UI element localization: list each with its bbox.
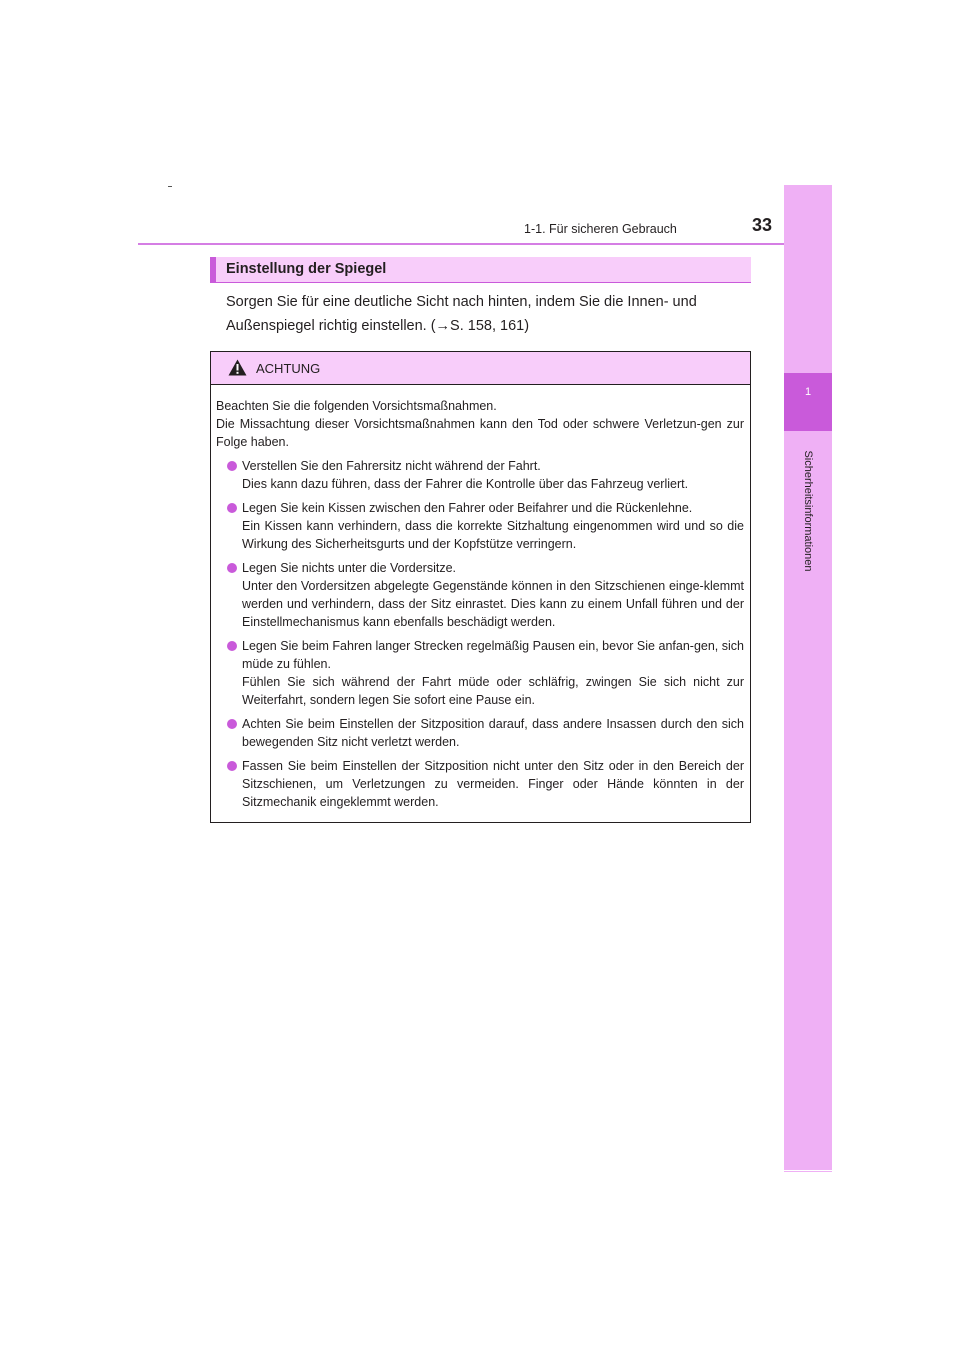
corner-mark (168, 186, 172, 187)
caution-item-lead: Legen Sie beim Fahren langer Strecken regelmäßig Pausen ein, bevor Sie anfan-gen, sich müde zu fühlen. (242, 639, 744, 671)
caution-header (211, 352, 750, 385)
caution-item-lead: Achten Sie beim Einstellen der Sitzposition darauf, dass andere Insassen durch den sich bewegenden Sitz nicht verletzt werden. (242, 717, 744, 749)
chapter-number: 1 (804, 386, 812, 398)
caution-intro-consequence: Die Missachtung dieser Vorsichtsmaßnahmen kann den Tod oder schwere Verletzun-gen zur Folge haben. (216, 417, 744, 449)
bullet-dot-icon (227, 503, 237, 513)
caution-item-lead: Verstellen Sie den Fahrersitz nicht während der Fahrt. (242, 459, 541, 473)
caution-body (216, 397, 744, 817)
page-number: 33 (752, 215, 773, 235)
caution-item (216, 499, 744, 553)
caution-item (216, 637, 744, 709)
section-heading-text: Einstellung der Spiegel (226, 261, 387, 277)
caution-list (216, 457, 744, 811)
caution-item (216, 559, 744, 631)
caution-item-detail: Dies kann dazu führen, dass der Fahrer die Kontrolle über das Fahrzeug verliert. (242, 477, 689, 491)
caution-item-lead: Legen Sie nichts unter die Vordersitze. (242, 561, 457, 575)
caution-item (216, 757, 744, 811)
section-intro (226, 290, 742, 338)
running-header-title: 1-1. Für sicheren Gebrauch (524, 222, 677, 236)
side-tab-bottom-line (784, 1170, 832, 1171)
chapter-side-tab (784, 184, 832, 1172)
intro-line-1: Sorgen Sie für eine deutliche Sicht nach hinten, indem Sie die Innen- und (226, 294, 697, 310)
section-underline (210, 282, 751, 283)
bullet-dot-icon (227, 461, 237, 471)
caution-item-lead: Fassen Sie beim Einstellen der Sitzposition nicht unter den Sitz oder in den Bereich der Sitzschienen, um Verletzungen zu vermeiden. Finger oder Hände könnten in der Sitzmechanik eingeklemmt werden. (242, 759, 744, 809)
intro-line-2: Außenspiegel richtig einstellen. (→S. 158, 161) (226, 318, 530, 334)
caution-item (216, 457, 744, 493)
caution-item-detail: Ein Kissen kann verhindern, dass die korrekte Sitzhaltung eingenommen wird und so die Wirkung des Sicherheitsgurts und der Kopfstütze verringern. (242, 519, 744, 551)
caution-intro (216, 397, 744, 451)
caution-item-detail: Fühlen Sie sich während der Fahrt müde oder schläfrig, zwingen Sie sich nicht zur Weiterfahrt, sondern legen Sie sofort eine Pause ein. (242, 675, 744, 707)
chapter-tab-active[interactable] (784, 373, 832, 431)
caution-intro-line: Beachten Sie die folgenden Vorsichtsmaßnahmen. (216, 399, 497, 413)
caution-title: ACHTUNG (256, 361, 321, 376)
bullet-dot-icon (227, 761, 237, 771)
chapter-title: Sicherheitsinformationen (802, 450, 814, 572)
section-heading (210, 257, 751, 283)
header-rule (138, 243, 832, 245)
warning-triangle-icon (228, 359, 247, 376)
caution-item (216, 715, 744, 751)
caution-item-detail: Unter den Vordersitzen abgelegte Gegenstände können in den Sitzschienen einge-klemmt werden und verhindern, dass der Sitz einrastet. Dies kann zu einem Unfall führen und der Einstellmechanismus kann ebenfalls beschädigt werden. (242, 579, 744, 629)
bullet-dot-icon (227, 641, 237, 651)
caution-box (210, 351, 751, 823)
caution-item-lead: Legen Sie kein Kissen zwischen den Fahrer oder Beifahrer und die Rückenlehne. (242, 501, 693, 515)
bullet-dot-icon (227, 563, 237, 573)
chapter-title-area (784, 436, 832, 586)
side-tab-top-line (784, 184, 832, 185)
bullet-dot-icon (227, 719, 237, 729)
